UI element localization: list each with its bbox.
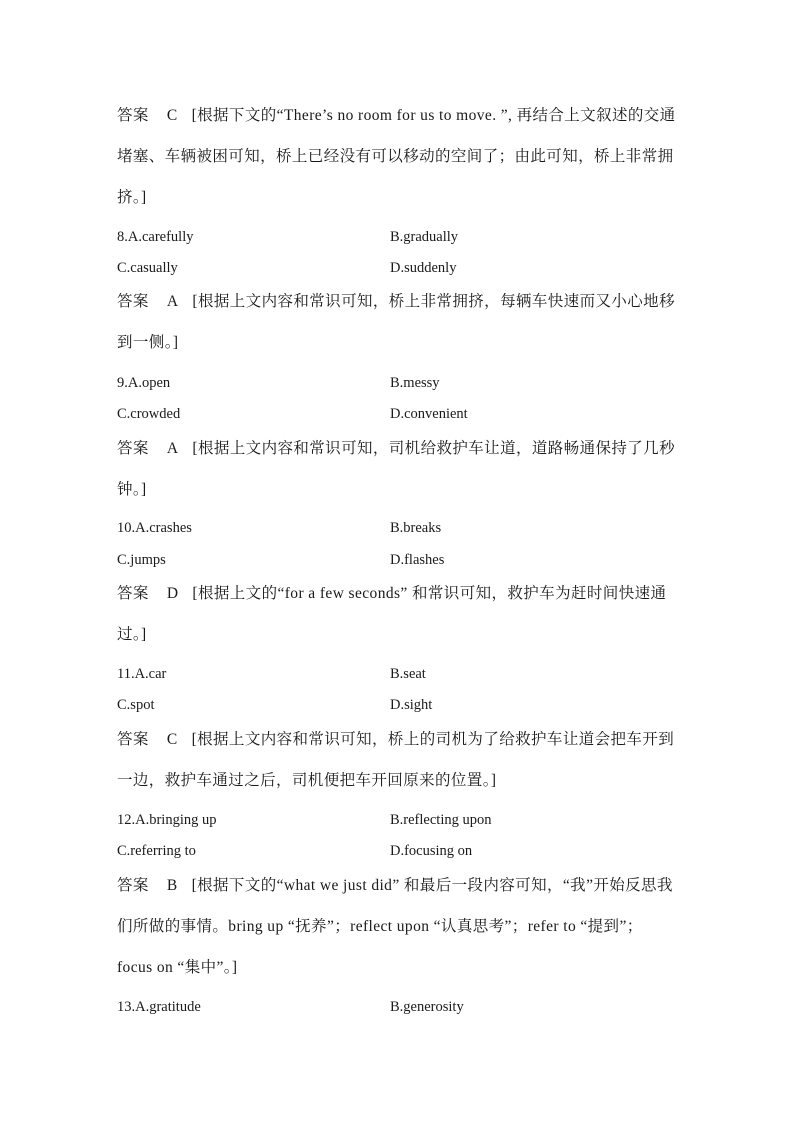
option-b: B.breaks (390, 520, 442, 536)
option-a: 12.A.bringing up (117, 812, 217, 828)
answer-letter: A (166, 440, 179, 457)
option-d: D.focusing on (390, 843, 473, 859)
answer-line (117, 292, 675, 312)
option-c: C.jumps (117, 552, 166, 568)
answer-explanation: [根据下文的“There’s no room for us to move. ”, 再结合上文叙述的交通 (191, 107, 676, 124)
option-a: 8.A.carefully (117, 229, 194, 245)
option-b: B.generosity (390, 999, 464, 1015)
answer-explanation: [根据上文内容和常识可知，桥上非常拥挤，每辆车快速而又小心地移 (192, 293, 675, 310)
answer-line (117, 584, 666, 604)
option-a: 11.A.car (117, 666, 167, 682)
answer-explanation-line: 钟。] (117, 481, 147, 498)
option-a: 9.A.open (117, 375, 171, 391)
answer-tag: 答案 (117, 585, 149, 602)
option-c: C.casually (117, 260, 178, 276)
answer-explanation-line: 堵塞、车辆被困可知，桥上已经没有可以移动的空间了；由此可知，桥上非常拥 (117, 148, 674, 165)
option-c: C.spot (117, 697, 155, 713)
option-d: D.sight (390, 697, 433, 713)
option-d: D.flashes (390, 552, 445, 568)
option-d: D.suddenly (390, 260, 457, 276)
answer-explanation-line: 过。] (117, 626, 147, 643)
answer-explanation: [根据下文的“what we just did” 和最后一段内容可知，“我”开始反思我 (191, 877, 673, 894)
answer-line (117, 439, 675, 459)
answer-tag: 答案 (117, 877, 149, 894)
answer-explanation-line: focus on “集中”。] (117, 959, 238, 976)
answer-explanation: [根据上文内容和常识可知，司机给救护车让道，道路畅通保持了几秒 (192, 440, 675, 457)
option-b: B.reflecting upon (390, 812, 492, 828)
answer-explanation-line: 们所做的事情。bring up “抚养”；reflect upon “认真思考”；refer to “提到”； (117, 918, 643, 935)
option-a: 13.A.gratitude (117, 999, 201, 1015)
answer-line (117, 730, 674, 750)
answer-line (117, 106, 676, 126)
answer-tag: 答案 (117, 107, 149, 124)
option-c: C.crowded (117, 406, 181, 422)
answer-tag: 答案 (117, 440, 149, 457)
option-c: C.referring to (117, 843, 196, 859)
answer-explanation: [根据上文内容和常识可知，桥上的司机为了给救护车让道会把车开到 (191, 731, 675, 748)
answer-letter: A (166, 293, 179, 310)
option-b: B.seat (390, 666, 426, 682)
option-a: 10.A.crashes (117, 520, 192, 536)
answer-letter: C (166, 731, 178, 748)
option-b: B.gradually (390, 229, 459, 245)
answer-explanation-line: 一边，救护车通过之后，司机便把车开回原来的位置。] (117, 772, 497, 789)
answer-explanation-line: 到一侧。] (117, 334, 179, 351)
answer-letter: D (166, 585, 179, 602)
answer-tag: 答案 (117, 293, 149, 310)
answer-letter: C (166, 107, 178, 124)
answer-explanation: [根据上文的“for a few seconds” 和常识可知，救护车为赶时间快速通 (192, 585, 667, 602)
answer-letter: B (166, 877, 178, 894)
option-b: B.messy (390, 375, 440, 391)
answer-explanation-line: 挤。] (117, 189, 147, 206)
option-d: D.convenient (390, 406, 468, 422)
answer-tag: 答案 (117, 731, 149, 748)
answer-line (117, 876, 673, 896)
